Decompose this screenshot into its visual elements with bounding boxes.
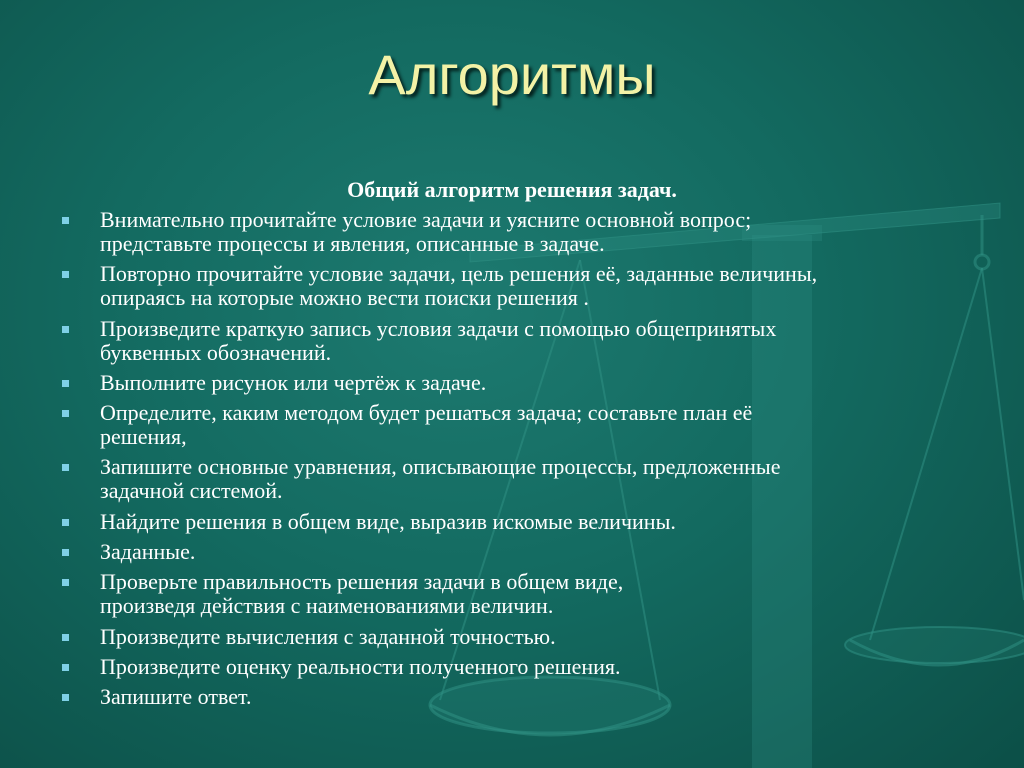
list-item-text: Запишите основные уравнения, описывающие процессы, предложенные задачной системой. — [100, 454, 781, 504]
list-item — [60, 262, 960, 310]
square-bullet-icon — [62, 326, 69, 333]
list-item-text: Произведите вычисления с заданной точностью. — [100, 623, 556, 649]
list-item — [60, 570, 960, 618]
list-item — [60, 655, 960, 679]
list-item-text: Проверьте правильность решения задачи в общем виде, произведя действия с наименованиями величин. — [100, 569, 624, 619]
square-bullet-icon — [62, 217, 69, 224]
square-bullet-icon — [62, 380, 69, 387]
list-item — [60, 208, 960, 256]
square-bullet-icon — [62, 549, 69, 556]
list-item-text: Произведите краткую запись условия задачи с помощью общепринятых буквенных обозначений. — [100, 315, 777, 365]
list-item — [60, 455, 960, 503]
list-item-text: Найдите решения в общем виде, выразив искомые величины. — [100, 508, 676, 534]
list-item-text: Заданные. — [100, 539, 196, 565]
square-bullet-icon — [62, 271, 69, 278]
list-item-text: Определите, каким методом будет решаться задача; составьте план её решения, — [100, 400, 753, 450]
list-item-text: Запишите ответ. — [100, 684, 252, 710]
list-item — [60, 317, 960, 365]
square-bullet-icon — [62, 664, 69, 671]
list-item — [60, 685, 960, 709]
square-bullet-icon — [62, 464, 69, 471]
list-item — [60, 401, 960, 449]
list-item — [60, 540, 960, 564]
square-bullet-icon — [62, 410, 69, 417]
list-item — [60, 625, 960, 649]
square-bullet-icon — [62, 694, 69, 701]
list-item-text: Произведите оценку реальности полученного решения. — [100, 653, 621, 679]
algorithm-steps-list — [60, 208, 960, 716]
list-item-text: Выполните рисунок или чертёж к задаче. — [100, 369, 487, 395]
list-item — [60, 371, 960, 395]
slide-subtitle: Общий алгоритм решения задач. — [347, 177, 677, 202]
square-bullet-icon — [62, 579, 69, 586]
slide-title: Алгоритмы — [368, 43, 656, 106]
list-item — [60, 510, 960, 534]
list-item-text: Повторно прочитайте условие задачи, цель решения её, заданные величины, опираясь на которые можно вести поиски решения . — [100, 261, 818, 311]
square-bullet-icon — [62, 519, 69, 526]
list-item-text: Внимательно прочитайте условие задачи и уясните основной вопрос; представьте процессы и явления, описанные в задаче. — [100, 207, 752, 256]
square-bullet-icon — [62, 634, 69, 641]
